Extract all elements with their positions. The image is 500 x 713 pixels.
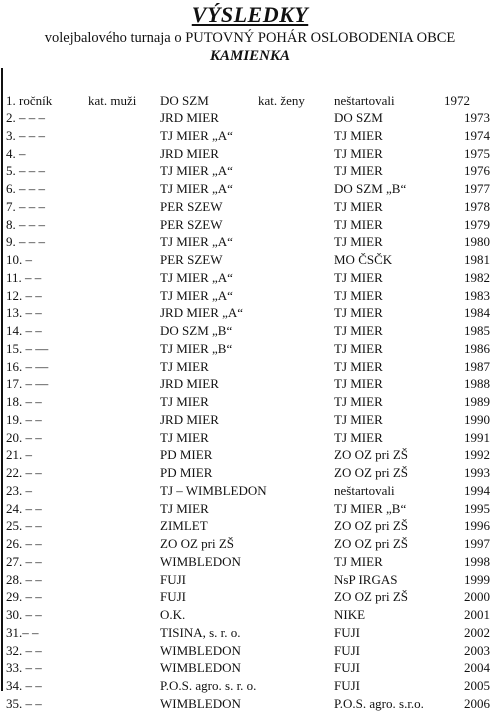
round-number: 19. – –: [6, 411, 42, 427]
year: 2002: [464, 624, 490, 640]
round-number: 17. – —: [6, 376, 49, 392]
men-winner: ZO OZ pri ZŠ: [160, 536, 235, 551]
round-number: 5. – – –: [6, 163, 45, 179]
round-number: 25. – –: [6, 518, 42, 534]
table-row: [0, 464, 500, 482]
table-row: [0, 446, 500, 464]
men-winner: TJ MIER: [160, 500, 209, 516]
women-winner: FUJI: [334, 678, 361, 693]
table-row: [0, 251, 500, 269]
round-number: 34. – –: [6, 678, 42, 693]
table-row: [0, 287, 500, 305]
category-women-label: kat. ženy: [258, 93, 305, 108]
table-row: [0, 180, 500, 198]
round-number: 24. – –: [6, 500, 42, 516]
women-winner: ZO OZ pri ZŠ: [334, 589, 409, 605]
women-winner: neštartovali: [334, 93, 395, 108]
men-winner: TJ MIER: [160, 394, 209, 409]
table-row: [0, 535, 500, 553]
table-row: [0, 500, 500, 518]
round-number: 26. – –: [6, 536, 42, 551]
men-winner: PER SZEW: [160, 198, 223, 214]
table-row: [0, 340, 500, 358]
women-winner: P.O.S. agro. s.r.o.: [334, 695, 424, 711]
men-winner: DO SZM „B“: [160, 323, 233, 338]
men-winner: JRD MIER „A“: [160, 305, 244, 321]
year: 1987: [464, 358, 490, 374]
women-winner: TJ MIER: [334, 234, 383, 250]
year: 2000: [464, 589, 490, 605]
women-winner: ZO OZ pri ZŠ: [334, 518, 409, 534]
year: 2001: [464, 607, 490, 622]
year: 1990: [464, 411, 490, 427]
women-winner: TJ MIER: [334, 305, 383, 321]
women-winner: NIKE: [334, 607, 366, 622]
table-row: [0, 393, 500, 411]
table-row: [0, 198, 500, 216]
table-row: [0, 109, 500, 127]
table-row: [0, 216, 500, 234]
men-winner: PD MIER: [160, 447, 213, 463]
women-winner: TJ MIER: [334, 127, 383, 143]
round-number: 20. – –: [6, 429, 42, 445]
year: 1989: [464, 394, 490, 409]
table-row: [0, 588, 500, 606]
year: 2006: [464, 695, 490, 711]
year: 2003: [464, 642, 490, 658]
year: 1982: [464, 269, 490, 285]
year: 1979: [464, 216, 490, 232]
round-number: 23. –: [6, 482, 32, 498]
round-number: 27. – –: [6, 553, 42, 569]
women-winner: TJ MIER: [334, 358, 383, 374]
men-winner: JRD MIER: [160, 411, 219, 427]
men-winner: TJ – WIMBLEDON: [160, 482, 267, 498]
year: 1994: [464, 482, 490, 498]
women-winner: TJ MIER: [334, 394, 383, 409]
round-number: 22. – –: [6, 465, 42, 480]
table-row: [0, 517, 500, 535]
men-winner: WIMBLEDON: [160, 660, 241, 676]
table-row: [0, 127, 500, 145]
men-winner: O.K.: [160, 607, 186, 622]
round-number: 21. –: [6, 447, 32, 463]
year: 1977: [464, 181, 490, 196]
table-row: [0, 411, 500, 429]
round-number: 14. – –: [6, 323, 42, 338]
year: 1976: [464, 163, 490, 179]
round-number: 7. – – –: [6, 198, 45, 214]
round-number: 2. – – –: [6, 110, 45, 125]
year: 1995: [464, 500, 490, 516]
women-winner: TJ MIER: [334, 323, 383, 338]
table-row: [0, 233, 500, 251]
women-winner: neštartovali: [334, 482, 395, 498]
women-winner: NsP IRGAS: [334, 571, 398, 587]
round-number: 28. – –: [6, 571, 42, 587]
year: 1983: [464, 287, 490, 303]
year: 1988: [464, 376, 490, 392]
table-row: [0, 304, 500, 322]
men-winner: PER SZEW: [160, 216, 223, 232]
table-row: [0, 642, 500, 660]
men-winner: JRD MIER: [160, 110, 219, 125]
men-winner: P.O.S. agro. s. r. o.: [160, 678, 257, 693]
women-winner: TJ MIER: [334, 429, 383, 445]
year: 1985: [464, 323, 490, 338]
round-number: 9. – – –: [6, 234, 45, 250]
women-winner: ZO OZ pri ZŠ: [334, 536, 409, 551]
year: 1984: [464, 305, 490, 321]
men-winner: WIMBLEDON: [160, 695, 241, 711]
men-winner: WIMBLEDON: [160, 553, 241, 569]
village-name: KAMIENKA: [209, 48, 291, 64]
year: 1991: [464, 429, 490, 445]
year: 2005: [464, 678, 490, 693]
round-number: 16. – —: [6, 358, 49, 374]
results-table: [0, 92, 500, 713]
year: 1992: [464, 447, 490, 463]
year: 1978: [464, 198, 490, 214]
round-number: 12. – –: [6, 287, 42, 303]
round-number: 29. – –: [6, 589, 42, 605]
round-number: 35. – –: [6, 695, 42, 711]
women-winner: DO SZM „B“: [334, 181, 407, 196]
women-winner: TJ MIER: [334, 198, 383, 214]
year: 1974: [464, 127, 490, 143]
year: 1980: [464, 234, 490, 250]
men-winner: PER SZEW: [160, 252, 223, 267]
table-row: [0, 358, 500, 376]
men-winner: JRD MIER: [160, 376, 219, 392]
year: 1997: [464, 536, 490, 551]
men-winner: TJ MIER „A“: [160, 287, 233, 303]
table-row: [0, 269, 500, 287]
women-winner: TJ MIER: [334, 145, 383, 161]
round-number: 33. – –: [6, 660, 42, 676]
round-label: 1. ročník: [6, 93, 53, 108]
women-winner: MO ČSČK: [334, 252, 393, 267]
round-number: 8. – – –: [6, 216, 45, 232]
women-winner: TJ MIER: [334, 287, 383, 303]
year: 1973: [464, 110, 490, 125]
women-winner: TJ MIER: [334, 553, 383, 569]
men-winner: PD MIER: [160, 465, 213, 480]
women-winner: DO SZM: [334, 110, 383, 125]
women-winner: TJ MIER: [334, 376, 383, 392]
table-row: [0, 145, 500, 163]
round-number: 18. – –: [6, 394, 42, 409]
year: 1996: [464, 518, 490, 534]
men-winner: TISINA, s. r. o.: [160, 624, 241, 640]
men-winner: TJ MIER „B“: [160, 340, 233, 356]
year: 1998: [464, 553, 490, 569]
table-row: [0, 659, 500, 677]
men-winner: TJ MIER: [160, 429, 209, 445]
page-subtitle: volejbalového turnaja o PUTOVNÝ POHÁR OSLOBODENIA OBCE: [44, 30, 456, 46]
women-winner: TJ MIER: [334, 216, 383, 232]
table-row: [0, 429, 500, 447]
women-winner: ZO OZ pri ZŠ: [334, 465, 409, 480]
men-winner: FUJI: [160, 571, 187, 587]
year: 1993: [464, 465, 490, 480]
men-winner: ZIMLET: [160, 518, 208, 534]
men-winner: TJ MIER „A“: [160, 181, 233, 196]
men-winner: TJ MIER „A“: [160, 127, 233, 143]
men-winner: JRD MIER: [160, 145, 219, 161]
table-row: [0, 677, 500, 695]
men-winner: FUJI: [160, 589, 187, 605]
year: 1981: [464, 252, 490, 267]
round-number: 11. – –: [6, 269, 42, 285]
year: 1999: [464, 571, 490, 587]
year: 2004: [464, 660, 490, 676]
year: 1986: [464, 340, 490, 356]
page-title: VÝSLEDKY: [191, 2, 309, 27]
round-number: 31.– –: [6, 624, 39, 640]
table-row: [0, 571, 500, 589]
table-row: [0, 482, 500, 500]
round-number: 6. – – –: [6, 181, 45, 196]
round-number: 10. –: [6, 252, 32, 267]
men-winner: WIMBLEDON: [160, 642, 241, 658]
round-number: 30. – –: [6, 607, 42, 622]
men-winner: DO SZM: [160, 93, 209, 108]
men-winner: TJ MIER „A“: [160, 269, 233, 285]
women-winner: TJ MIER: [334, 269, 383, 285]
year: 1972: [444, 93, 470, 108]
women-winner: TJ MIER: [334, 163, 383, 179]
round-number: 15. – —: [6, 340, 49, 356]
women-winner: FUJI: [334, 642, 361, 658]
table-row: [0, 695, 500, 713]
women-winner: FUJI: [334, 660, 361, 676]
table-row: [0, 624, 500, 642]
women-winner: TJ MIER „B“: [334, 500, 407, 516]
round-number: 3. – – –: [6, 127, 45, 143]
category-men-label: kat. muži: [88, 93, 137, 108]
table-row: [0, 553, 500, 571]
table-row: [0, 322, 500, 340]
round-number: 32. – –: [6, 642, 42, 658]
round-number: 4. –: [6, 145, 26, 161]
table-row: [0, 162, 500, 180]
men-winner: TJ MIER: [160, 358, 209, 374]
women-winner: TJ MIER: [334, 411, 383, 427]
women-winner: TJ MIER: [334, 340, 383, 356]
year: 1975: [464, 145, 490, 161]
table-row: [0, 606, 500, 624]
table-row: [0, 375, 500, 393]
header-row: [0, 92, 500, 109]
women-winner: FUJI: [334, 624, 361, 640]
round-number: 13. – –: [6, 305, 42, 321]
men-winner: TJ MIER „A“: [160, 163, 233, 179]
women-winner: ZO OZ pri ZŠ: [334, 447, 409, 463]
men-winner: TJ MIER „A“: [160, 234, 233, 250]
